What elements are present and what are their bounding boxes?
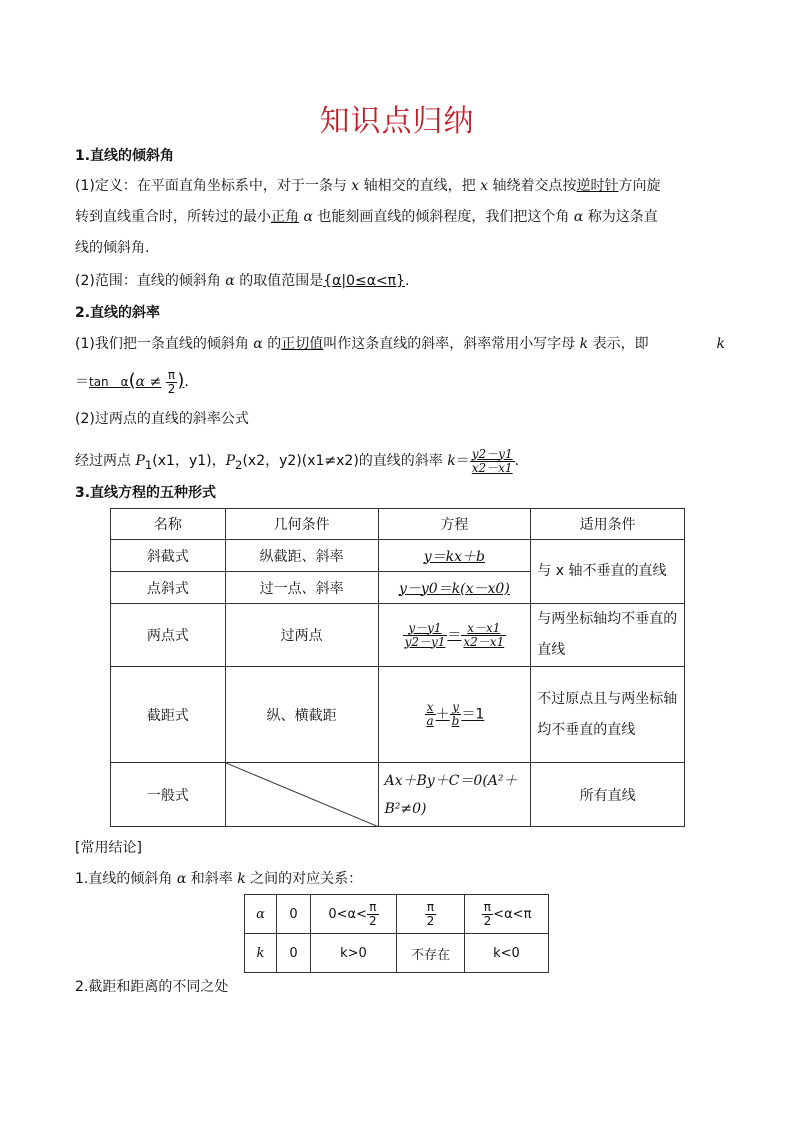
fraction-pi-over-2	[425, 901, 437, 928]
form-condition-empty	[225, 763, 378, 827]
diagonal-slash	[226, 763, 379, 827]
fraction	[461, 622, 506, 649]
form-name: 两点式	[111, 604, 226, 667]
form-equation	[378, 540, 531, 572]
form-name: 点斜式	[111, 572, 226, 604]
equals-one: ＝1	[461, 706, 485, 723]
numerator: π	[367, 901, 379, 915]
slope-fraction	[470, 448, 515, 475]
text: 表示，即	[592, 336, 649, 352]
form-applicability: 不过原点且与两坐标轴均不垂直的直线	[531, 667, 685, 763]
var-p: P	[225, 453, 236, 469]
conclusion-item-1	[75, 869, 725, 889]
cell: 不存在	[397, 934, 465, 973]
header-cell: 几何条件	[225, 509, 378, 540]
denominator: y2－y1	[404, 634, 446, 649]
denominator: a	[426, 714, 434, 728]
two-point-heading: (2)过两点的直线的斜率公式	[75, 411, 249, 427]
point-2-coords: (x2，y2)(x1≠x2)	[242, 453, 359, 469]
numerator: y－y1	[403, 622, 448, 636]
header-cell: 名称	[111, 509, 226, 540]
equation-text: Ax＋By＋C＝0(A²＋B²≠0)	[384, 772, 518, 817]
answer-tangent: 正切值	[281, 336, 324, 352]
form-name: 一般式	[111, 763, 226, 827]
var-alpha: α	[253, 336, 263, 352]
denominator: x2－x1	[471, 460, 513, 475]
numerator: x－x1	[461, 622, 506, 636]
form-applicability: 与 x 轴不垂直的直线	[531, 540, 685, 604]
point-1-coords: (x1，y1)，	[152, 453, 226, 469]
fraction	[425, 701, 436, 728]
var-k: k	[237, 871, 246, 887]
numerator: y	[450, 701, 462, 715]
var-x: x	[351, 178, 360, 194]
form-equation	[378, 763, 531, 827]
table-row	[111, 604, 685, 667]
text: 也能刻画直线的倾斜程度，我们把这个角	[317, 209, 570, 225]
form-condition: 过一点、斜率	[225, 572, 378, 604]
table-row	[111, 667, 685, 763]
form-condition: 纵截距、斜率	[225, 540, 378, 572]
answer-counterclockwise: 逆时针	[576, 178, 619, 194]
text: 转到直线重合时，所转过的最小	[75, 209, 271, 225]
var-alpha: α	[303, 209, 313, 225]
text: (1)我们把一条直线的倾斜角	[75, 336, 249, 352]
text: <α<π	[493, 906, 532, 922]
two-point-formula-line: 经过两点 $P_1(x1$，y1)，$P_2(x2$，y2)(x1≠x2)的直线的斜率 k＝ $\frac{y2-y1}{x2-x1}$ .	[75, 446, 520, 475]
answer-positive-angle: 正角	[271, 209, 299, 225]
denominator: 2	[167, 381, 176, 396]
text: 叫作这条直线的斜率，斜率常用小写字母	[323, 336, 576, 352]
var-k: k	[716, 336, 725, 352]
numerator: π	[482, 901, 494, 915]
cell: k<0	[465, 934, 549, 973]
text: 轴相交的直线，把	[363, 178, 476, 194]
row-header: α	[245, 895, 277, 934]
form-equation	[378, 667, 531, 763]
var-alpha: α	[176, 871, 187, 887]
definition-line-1	[75, 176, 725, 196]
section-1-heading: 1.直线的倾斜角	[75, 148, 175, 164]
text: 的直线的斜率	[358, 453, 443, 469]
fraction-pi-over-2	[367, 901, 379, 928]
definition-line-2	[75, 207, 725, 227]
text: 方向旋	[618, 178, 661, 194]
conclusion-label: [常用结论]	[75, 840, 142, 856]
text: 称为这条直	[587, 209, 658, 225]
form-equation	[378, 604, 531, 667]
cell	[311, 895, 397, 934]
equation-text: y－y0＝k(x－x0)	[398, 580, 510, 597]
text: 轴绕着交点按	[492, 178, 577, 194]
text: 的	[267, 336, 282, 352]
text: 和斜率	[190, 871, 233, 887]
section-3-heading: 3.直线方程的五种形式	[75, 485, 217, 501]
table-row-k	[245, 934, 549, 973]
cell: k>0	[311, 934, 397, 973]
text: 1.直线的倾斜角	[75, 871, 173, 887]
var-p: P	[135, 453, 145, 469]
fraction	[450, 701, 462, 728]
text: 之间的对应关系：	[250, 871, 363, 887]
var-alpha: α	[225, 273, 235, 289]
form-applicability: 所有直线	[531, 763, 685, 827]
var-k: k	[579, 336, 589, 352]
conclusion-item-2: 2.截距和距离的不同之处	[75, 979, 229, 995]
condition-alpha-neq: α ≠	[135, 374, 162, 390]
denominator: 2	[483, 913, 492, 928]
text: ＝	[75, 374, 89, 390]
denominator: b	[451, 714, 460, 728]
equals: ＝	[447, 627, 462, 643]
cell	[397, 895, 465, 934]
form-name: 截距式	[111, 667, 226, 763]
form-applicability: 与两坐标轴均不垂直的直线	[531, 604, 685, 667]
var-x: x	[480, 178, 489, 194]
form-name: 斜截式	[111, 540, 226, 572]
fraction	[403, 622, 448, 649]
text: .	[405, 273, 410, 289]
definition-line-3: 线的倾斜角.	[75, 240, 150, 256]
cell: 0	[277, 934, 311, 973]
cell	[465, 895, 549, 934]
range-line	[75, 271, 725, 291]
table-row-alpha	[245, 895, 549, 934]
numerator: π	[425, 901, 437, 915]
row-header: k	[245, 934, 277, 973]
table-row	[111, 540, 685, 572]
page-title: 知识点归纳	[319, 104, 475, 139]
numerator: x	[425, 701, 436, 715]
plus: ＋	[435, 706, 450, 723]
denominator: 2	[426, 913, 435, 928]
slope-formula-line: ＝tan α(α ≠ $\frac{\pi}{2}$ ).	[75, 367, 189, 396]
angle-slope-relation-table	[244, 894, 549, 973]
text: (1)定义：在平面直角坐标系中，对于一条与	[75, 178, 347, 194]
table-header-row	[111, 509, 685, 540]
subscript: 1	[144, 457, 153, 472]
subscript: 2	[235, 457, 243, 472]
text: 的取值范围是	[239, 273, 324, 289]
answer-range-set: {α|0≤α<π}	[323, 273, 406, 289]
text: 0<α<	[328, 906, 367, 922]
form-equation	[378, 572, 531, 604]
header-cell: 适用条件	[531, 509, 685, 540]
equation-text: y＝kx＋b	[423, 548, 486, 565]
cell: 0	[277, 895, 311, 934]
var-alpha: α	[573, 209, 584, 225]
line-equation-forms-table	[110, 508, 685, 827]
form-condition: 纵、横截距	[225, 667, 378, 763]
answer-tan-alpha: tan α	[89, 375, 129, 389]
text: .	[184, 374, 189, 390]
text: (2)范围：直线的倾斜角	[75, 273, 221, 289]
numerator: π	[166, 369, 178, 383]
text: 经过两点	[75, 453, 131, 469]
form-condition: 过两点	[225, 604, 378, 667]
var-k: k	[447, 453, 456, 469]
section-2-heading: 2.直线的斜率	[75, 305, 161, 321]
denominator: x2－x1	[463, 634, 505, 649]
denominator: 2	[369, 913, 377, 928]
fraction-pi-over-2	[166, 369, 178, 396]
text: .	[514, 453, 520, 469]
header-cell: 方程	[378, 509, 531, 540]
numerator: y2－y1	[471, 446, 513, 461]
table-row	[111, 763, 685, 827]
slope-definition-line	[75, 334, 725, 354]
fraction-pi-over-2	[482, 901, 494, 928]
